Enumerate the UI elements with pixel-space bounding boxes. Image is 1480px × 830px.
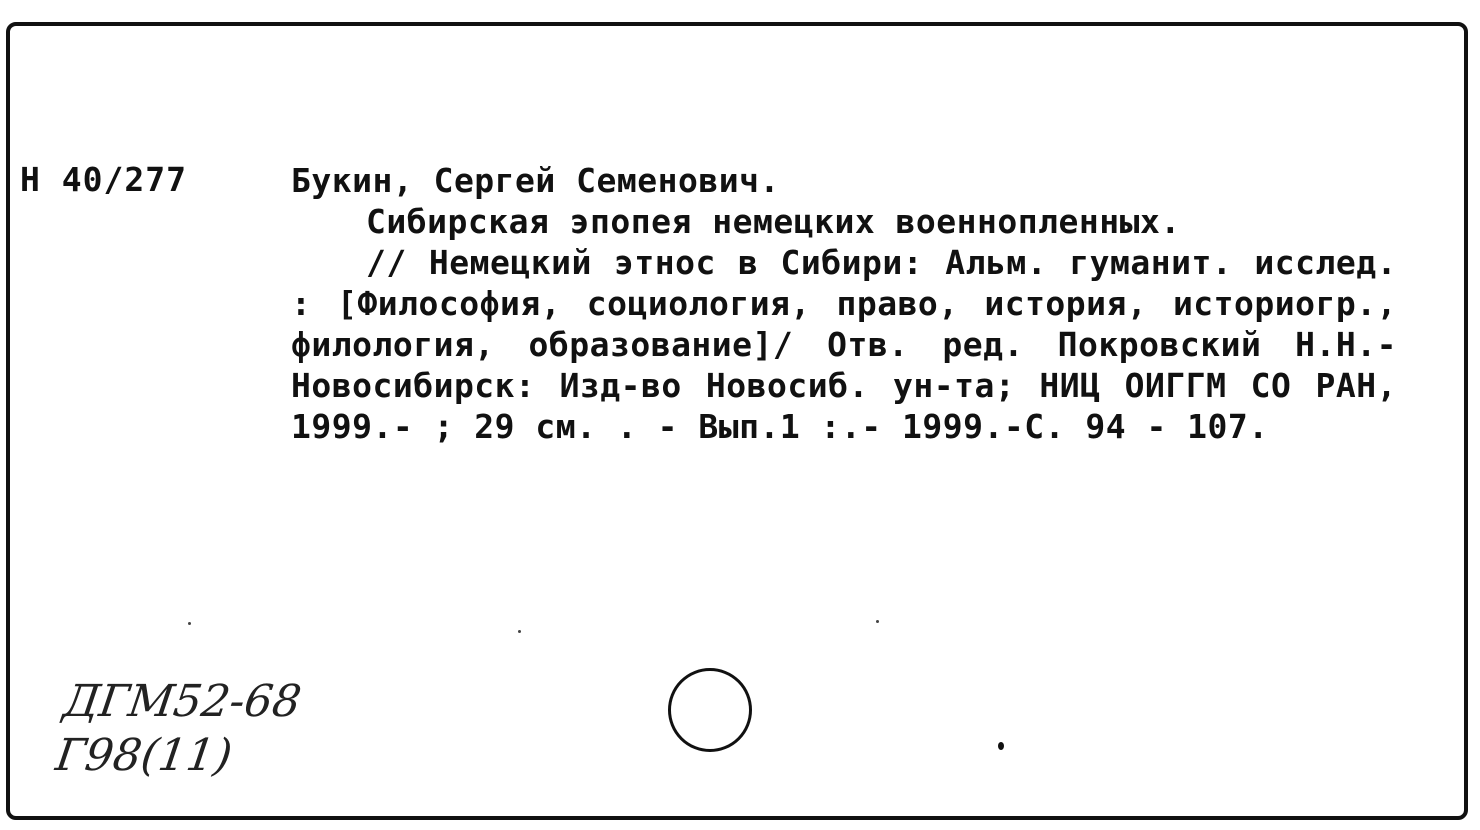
handwritten-line-1: ДГМ52-68: [60, 676, 305, 727]
speck-mark: [188, 622, 191, 625]
handwritten-line-2: Г98(11): [52, 730, 236, 781]
call-number: Н 40/277: [20, 160, 187, 199]
speck-mark: [876, 620, 879, 623]
ink-dot: [998, 742, 1004, 750]
speck-mark: [518, 630, 521, 633]
author-heading: Букин, Сергей Семенович.: [291, 161, 780, 200]
bibliographic-entry: [291, 160, 1397, 447]
handwritten-shelf-mark: [52, 675, 304, 783]
punch-hole: [668, 668, 752, 752]
work-title: Сибирская эпопея немецких военнопленных.: [366, 202, 1181, 241]
publication-description: // Немецкий этнос в Сибири: Альм. гуманит. исслед. : [Философия, социология, право, история, историогр., филология, образование]/ Отв. ред. Покровский Н.Н.- Новосибирск: Изд-во Новосиб. ун-та; НИЦ ОИГГМ СО РАН, 1999.- ; 29 см. . - Вып.1 :.- 1999.-С. 94 - 107.: [291, 243, 1397, 446]
